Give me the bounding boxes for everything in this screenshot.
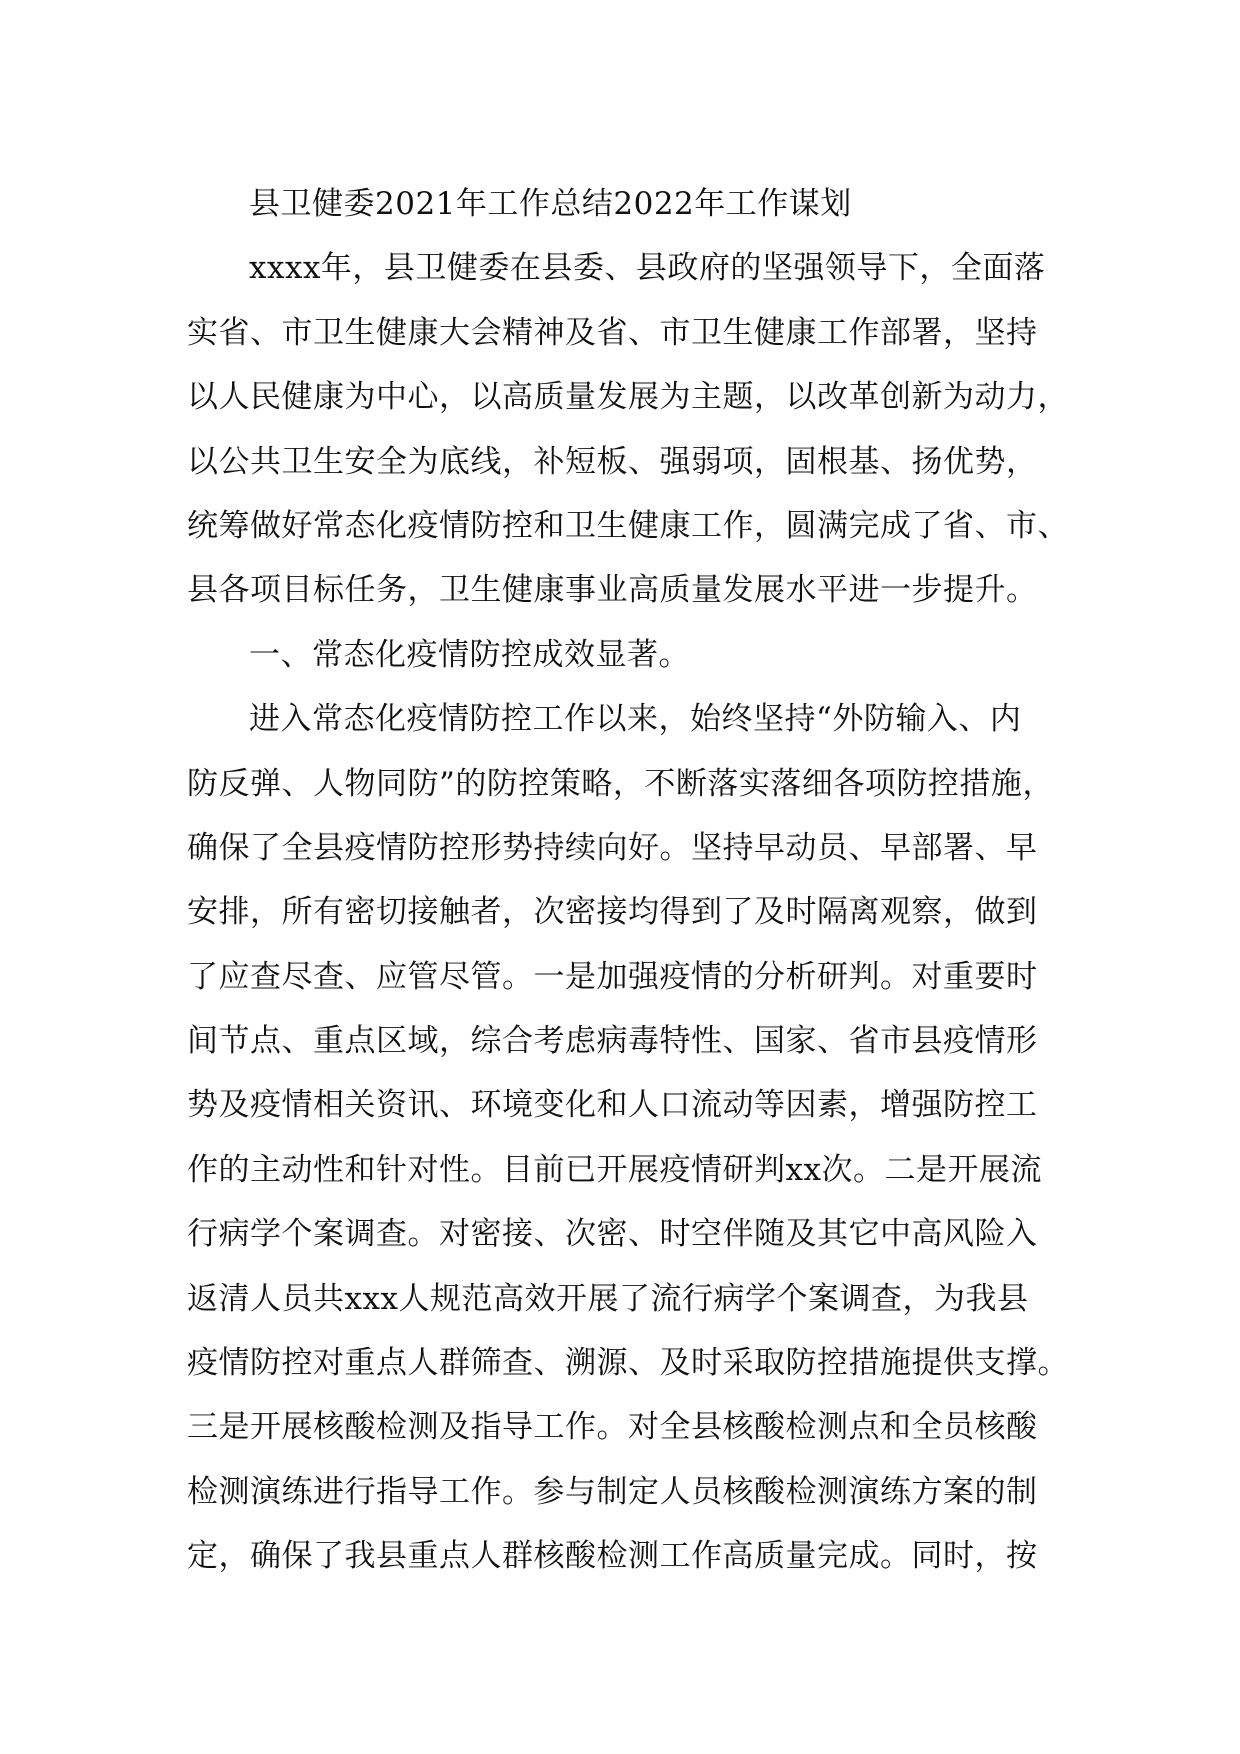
paragraph-line: 行病学个案调查。对密接、次密、时空伴随及其它中高风险入 [187,1216,1038,1253]
paragraph-line: 返清人员共xxx人规范高效开展了流行病学个案调查，为我县 [187,1280,1029,1317]
paragraph-line: 确保了全县疫情防控形势持续向好。坚持早动员、早部署、早 [187,829,1038,866]
paragraph-line: 疫情防控对重点人群筛查、溯源、及时采取防控措施提供支撑。 [187,1345,1069,1382]
paragraph-line: 实省、市卫生健康大会精神及省、市卫生健康工作部署，坚持 [187,314,1038,351]
document-body [187,172,1087,1589]
section-heading: 一、常态化疫情防控成效显著。 [249,636,690,673]
paragraph-line: 安排，所有密切接触者，次密接均得到了及时隔离观察，做到 [187,894,1038,931]
paragraph-line: 检测演练进行指导工作。参与制定人员核酸检测演练方案的制 [187,1473,1038,1510]
paragraph-line: 势及疫情相关资讯、环境变化和人口流动等因素，增强防控工 [187,1087,1038,1124]
paragraph-line: 间节点、重点区域，综合考虑病毒特性、国家、省市县疫情形 [187,1023,1038,1060]
paragraph-line: 县各项目标任务，卫生健康事业高质量发展水平进一步提升。 [187,572,1038,609]
paragraph-line: 进入常态化疫情防控工作以来，始终坚持“外防输入、内 [249,701,1022,738]
paragraph-line: xxxx年，县卫健委在县委、县政府的坚强领导下，全面落 [249,250,1046,287]
paragraph-line: 作的主动性和针对性。目前已开展疫情研判xx次。二是开展流 [187,1151,1042,1188]
paragraph-line: 以公共卫生安全为底线，补短板、强弱项，固根基、扬优势， [187,443,1038,480]
paragraph-line: 了应查尽查、应管尽管。一是加强疫情的分析研判。对重要时 [187,958,1038,995]
paragraph-line: 三是开展核酸检测及指导工作。对全县核酸检测点和全员核酸 [187,1409,1038,1446]
paragraph-line: 统筹做好常态化疫情防控和卫生健康工作，圆满完成了省、市、 [187,507,1069,544]
paragraph-line: 以人民健康为中心，以高质量发展为主题，以改革创新为动力， [187,379,1069,416]
paragraph-line: 定，确保了我县重点人群核酸检测工作高质量完成。同时，按 [187,1538,1038,1575]
document-title: 县卫健委2021年工作总结2022年工作谋划 [249,186,852,222]
paragraph-line: 防反弹、人物同防”的防控策略，不断落实落细各项防控措施， [187,765,1054,802]
